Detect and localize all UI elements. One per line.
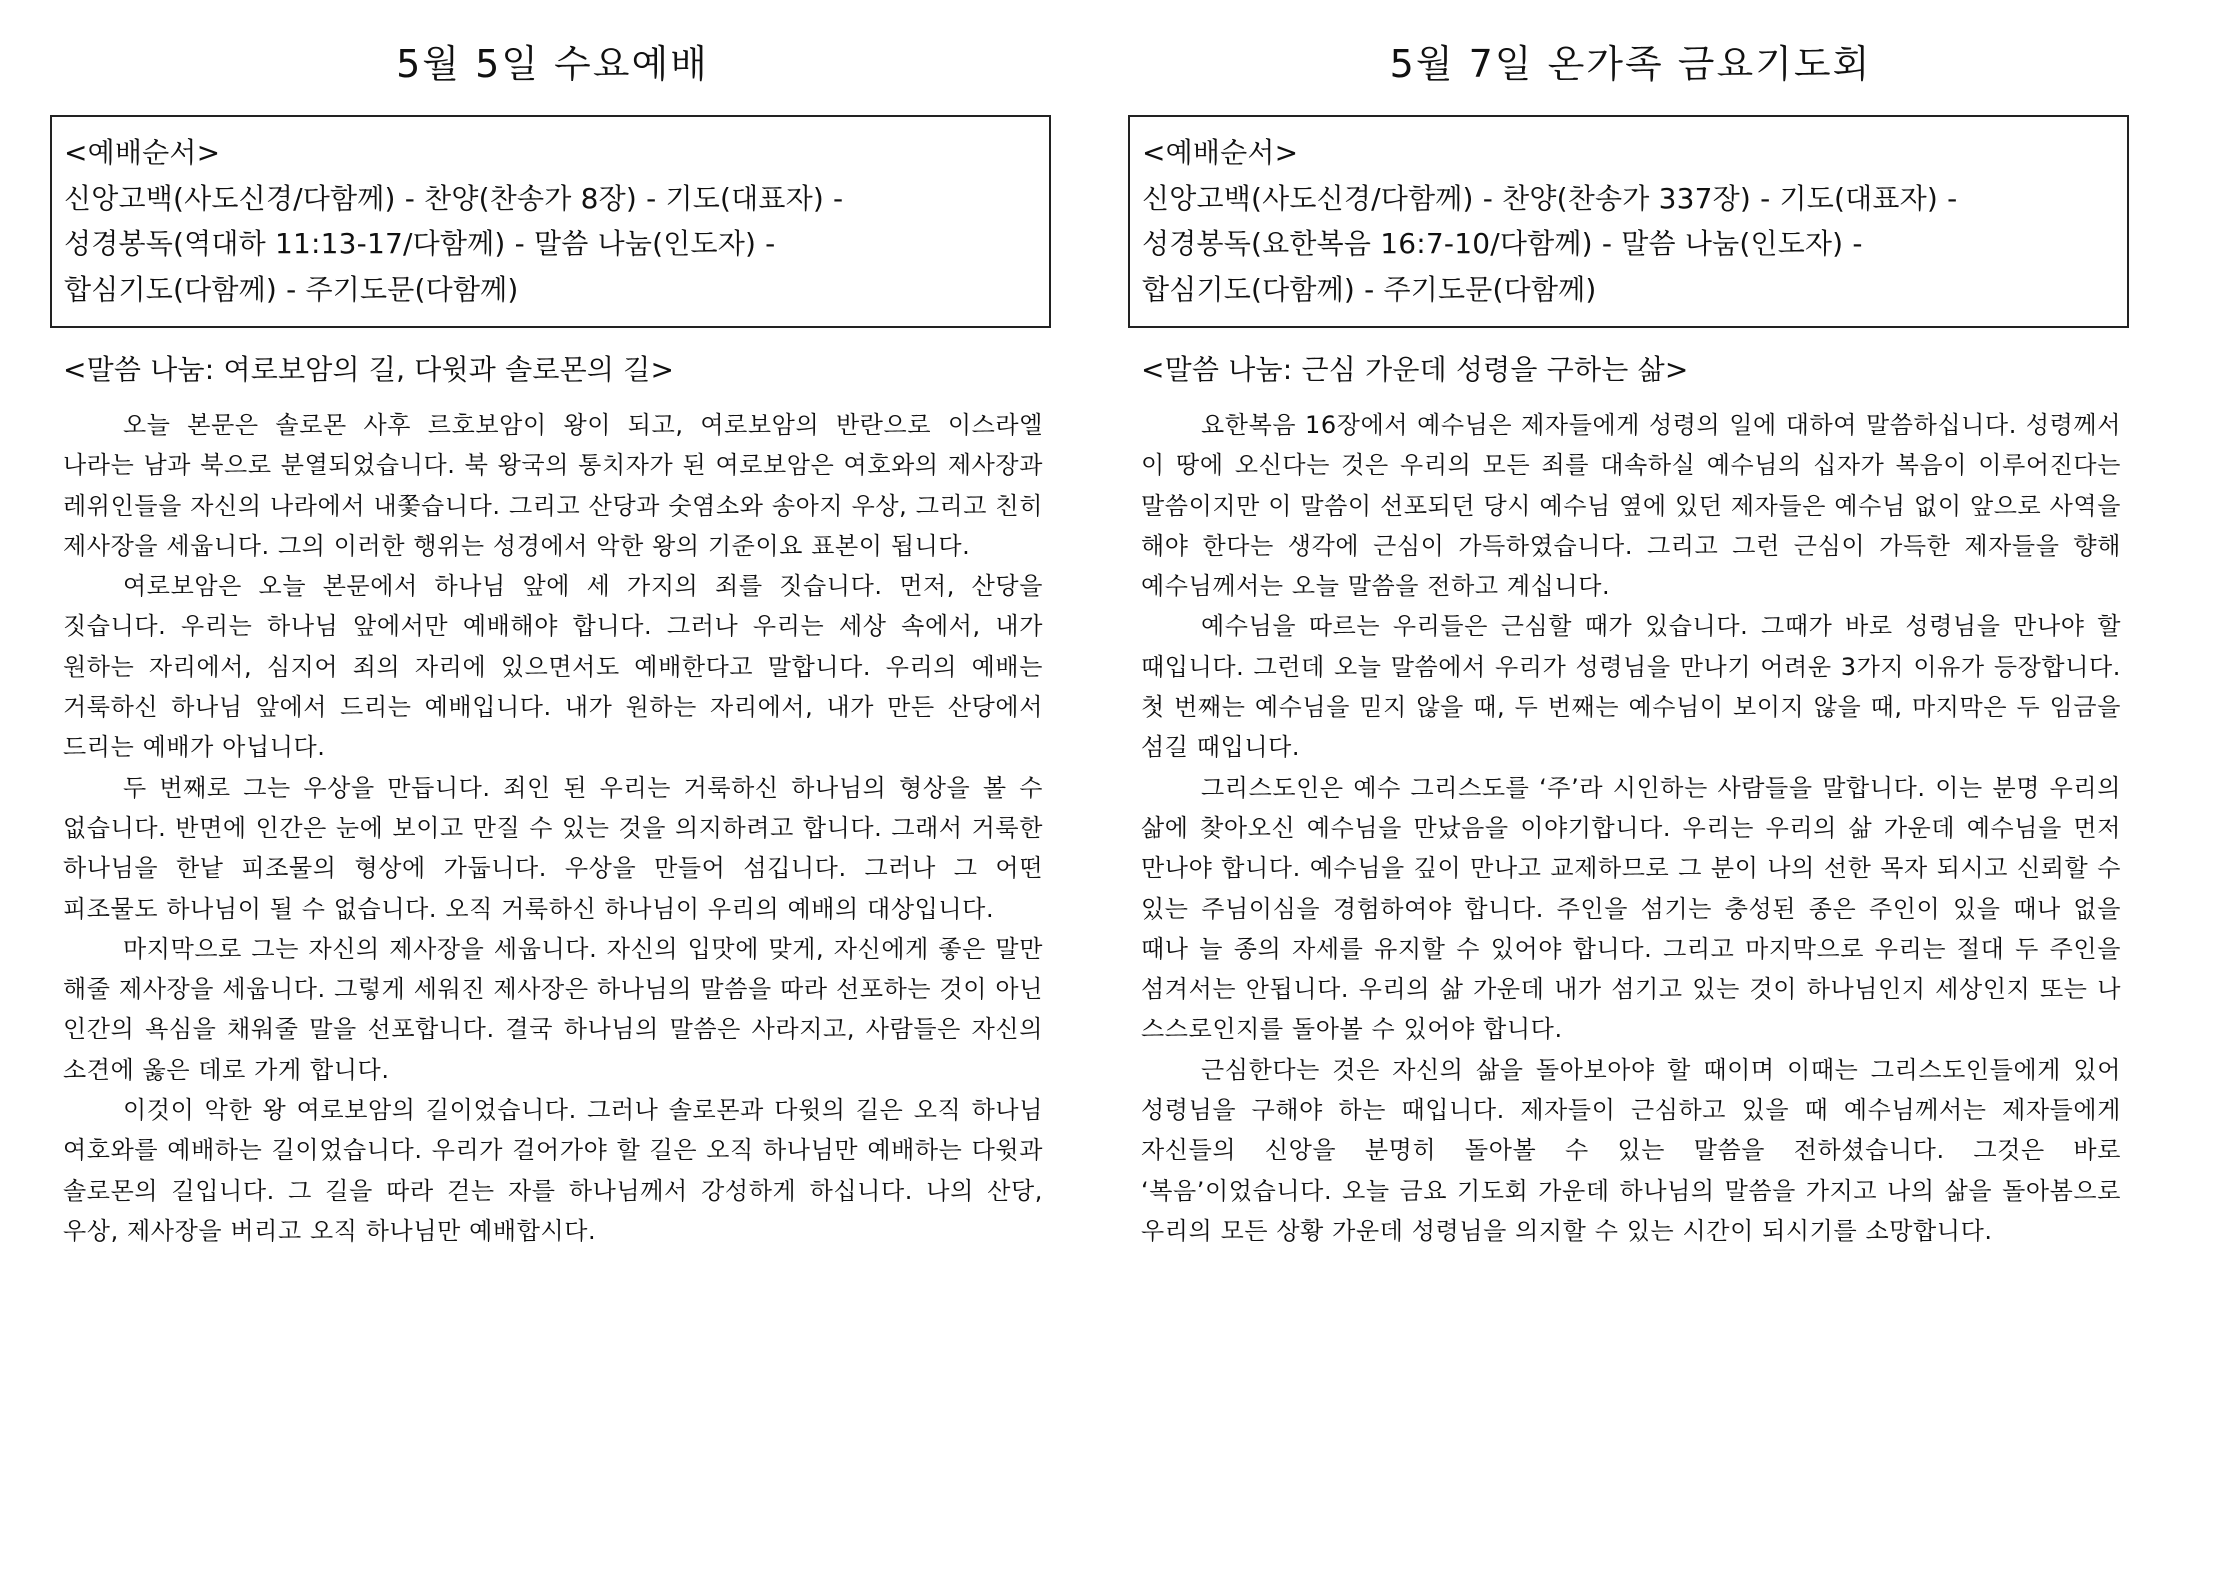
worship-order-box xyxy=(1128,115,2129,328)
sermon-paragraph: 마지막으로 그는 자신의 제사장을 세웁니다. 자신의 입맛에 맞게, 자신에게 좋은 말만 해줄 제사장을 세웁니다. 그렇게 세워진 제사장은 하나님의 말씀을 따라 선포하는 것이 아닌 인간의 욕심을 채워줄 말을 선포합니다. 결국 하나님의 말씀은 사라지고, 사람들은 자신의 소견에 옳은 데로 가게 합니다. xyxy=(63,934,1043,1084)
sermon-paragraph: 예수님을 따르는 우리들은 근심할 때가 있습니다. 그때가 바로 성령님을 만나야 할 때입니다. 그런데 오늘 말씀에서 우리가 성령님을 만나기 어려운 3가지 이유가 등장합니다. 첫 번째는 예수님을 믿지 않을 때, 두 번째는 예수님이 보이지 않을 때, 마지막은 두 임금을 섬길 때입니다. xyxy=(1141,612,2121,762)
worship-order-line: 성경봉독(역대하 11:13-17/다함께) - 말씀 나눔(인도자) - xyxy=(64,227,776,260)
sermon-paragraph: 그리스도인은 예수 그리스도를 ‘주’라 시인하는 사람들을 말합니다. 이는 분명 우리의 삶에 찾아오신 예수님을 만났음을 이야기합니다. 우리는 우리의 삶 가운데 예수님을 먼저 만나야 합니다. 예수님을 깊이 만나고 교제하므로 그 분이 나의 선한 목자 되시고 신뢰할 수 있는 주님이심을 경험하여야 합니다. 주인을 섬기는 충성된 종은 주인이 있을 때나 없을 때나 늘 종의 자세를 유지할 수 있어야 합니다. 그리고 마지막으로 우리는 절대 두 주인을 섬겨서는 안됩니다. 우리의 삶 가운데 내가 섬기고 있는 것이 하나님인지 세상인지 또는 나 스스로인지를 돌아볼 수 있어야 합니다. xyxy=(1141,773,2121,1044)
sermon-paragraph: 이것이 악한 왕 여로보암의 길이었습니다. 그러나 솔로몬과 다윗의 길은 오직 하나님 여호와를 예배하는 길이었습니다. 우리가 걸어가야 할 길은 오직 하나님만 예배하는 다윗과 솔로몬의 길입니다. 그 길을 따라 걷는 자를 하나님께서 강성하게 하십니다. 나의 산당, 우상, 제사장을 버리고 오직 하나님만 예배합시다. xyxy=(63,1096,1043,1245)
page-title: 5월 7일 온가족 금요기도회 xyxy=(1389,42,1872,86)
worship-order-line: 합심기도(다함께) - 주기도문(다함께) xyxy=(1142,272,1597,306)
worship-order-box xyxy=(50,115,1051,328)
worship-order-line: 성경봉독(요한복음 16:7-10/다함께) - 말씀 나눔(인도자) - xyxy=(1142,227,1863,260)
sermon-paragraph: 두 번째로 그는 우상을 만듭니다. 죄인 된 우리는 거룩하신 하나님의 형상을 볼 수 없습니다. 반면에 인간은 눈에 보이고 만질 수 있는 것을 의지하려고 합니다. 그래서 거룩한 하나님을 한낱 피조물의 형상에 가둡니다. 우상을 만들어 섬깁니다. 그러나 그 어떤 피조물도 하나님이 될 수 없습니다. 오직 거룩하신 하나님이 우리의 예배의 대상입니다. xyxy=(63,773,1043,923)
worship-order-line: 신앙고백(사도신경/다함께) - 찬양(찬송가 337장) - 기도(대표자) - xyxy=(1142,181,1958,215)
sermon-paragraph: 근심한다는 것은 자신의 삶을 돌아보아야 할 때이며 이때는 그리스도인들에게 있어 성령님을 구해야 하는 때입니다. 제자들이 근심하고 있을 때 예수님께서는 제자들에게 자신들의 신앙을 분명히 돌아볼 수 있는 말씀을 전하셨습니다. 그것은 바로 ‘복음’이었습니다. 오늘 금요 기도회 가운데 하나님의 말씀을 가지고 나의 삶을 돌아봄으로 우리의 모든 상황 가운데 성령님을 의지할 수 있는 시간이 되시기를 소망합니다. xyxy=(1141,1055,2121,1245)
page-title: 5월 5일 수요예배 xyxy=(396,42,709,86)
sermon-paragraph: 여로보암은 오늘 본문에서 하나님 앞에 세 가지의 죄를 짓습니다. 먼저, 산당을 짓습니다. 우리는 하나님 앞에서만 예배해야 합니다. 그러나 우리는 세상 속에서, 내가 원하는 자리에서, 심지어 죄의 자리에 있으면서도 예배한다고 말합니다. 우리의 예배는 거룩하신 하나님 앞에서 드리는 예배입니다. 내가 원하는 자리에서, 내가 만든 산당에서 드리는 예배가 아닙니다. xyxy=(63,572,1043,762)
worship-order-line: 합심기도(다함께) - 주기도문(다함께) xyxy=(64,272,519,306)
sermon-title: <말씀 나눔: 근심 가운데 성령을 구하는 삶> xyxy=(1141,353,1689,386)
sermon-body xyxy=(63,405,1043,1251)
worship-order-header: <예배순서> xyxy=(64,136,221,169)
sermon-paragraph: 오늘 본문은 솔로몬 사후 르호보암이 왕이 되고, 여로보암의 반란으로 이스라엘 나라는 남과 북으로 분열되었습니다. 북 왕국의 통치자가 된 여로보암은 여호와의 제사장과 레위인들을 자신의 나라에서 내쫓습니다. 그리고 산당과 숫염소와 송아지 우상, 그리고 친히 제사장을 세웁니다. 그의 이러한 행위는 성경에서 악한 왕의 기준이요 표본이 됩니다. xyxy=(63,411,1043,560)
worship-order-header: <예배순서> xyxy=(1142,136,1299,169)
sermon-title: <말씀 나눔: 여로보암의 길, 다윗과 솔로몬의 길> xyxy=(63,353,675,386)
sermon-body xyxy=(1141,405,2121,1251)
worship-order-line: 신앙고백(사도신경/다함께) - 찬양(찬송가 8장) - 기도(대표자) - xyxy=(64,181,844,215)
sermon-paragraph: 요한복음 16장에서 예수님은 제자들에게 성령의 일에 대하여 말씀하십니다. 성령께서 이 땅에 오신다는 것은 우리의 모든 죄를 대속하실 예수님의 십자가 복음이 이루어진다는 말씀이지만 이 말씀이 선포되던 당시 예수님 옆에 있던 제자들은 예수님 없이 앞으로 사역을 해야 한다는 생각에 근심이 가득하였습니다. 그리고 그런 근심이 가득한 제자들을 향해 예수님께서는 오늘 말씀을 전하고 계십니다. xyxy=(1141,411,2121,601)
